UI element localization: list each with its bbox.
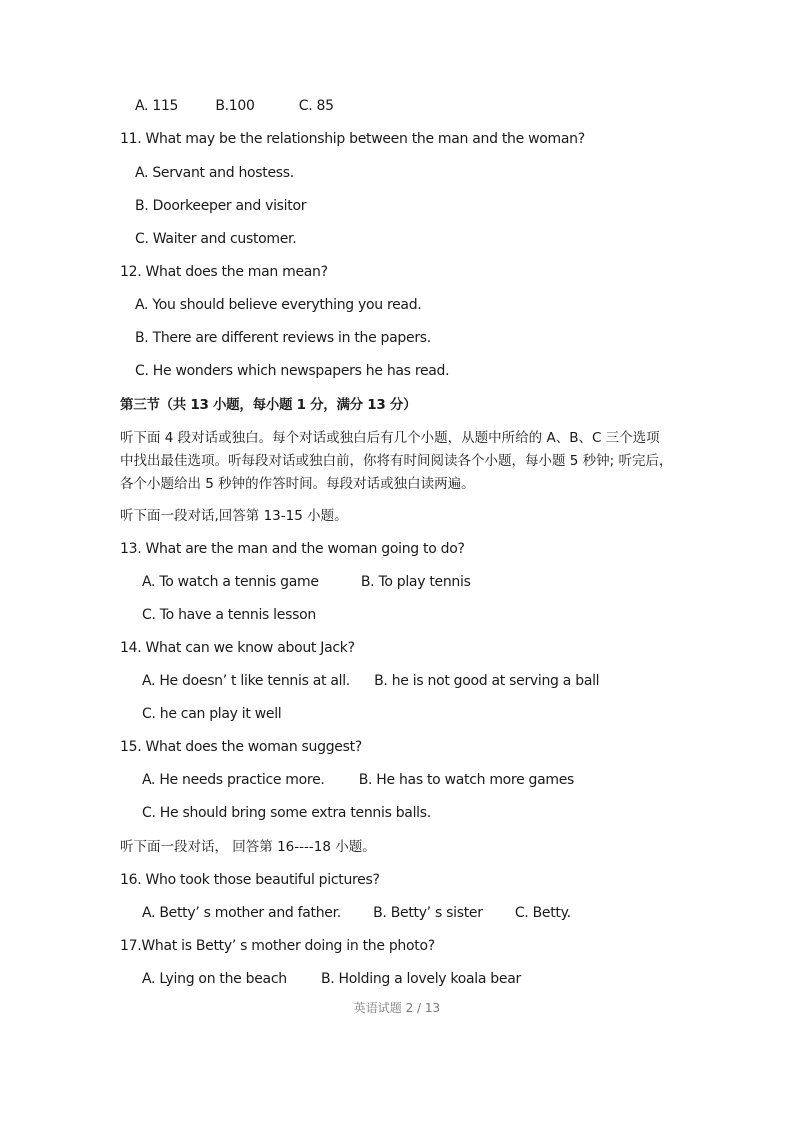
- q12-option-b: B. There are different reviews in the papers.: [135, 330, 431, 346]
- q17-option-b: B. Holding a lovely koala bear: [320, 971, 521, 987]
- question-12: 12. What does the man mean?: [120, 264, 328, 280]
- q12-option-a: A. You should believe everything you read.: [135, 297, 422, 313]
- option-b: B.100: [215, 98, 255, 114]
- q11-option-c: C. Waiter and customer.: [135, 231, 297, 247]
- q17-options-ab: [142, 970, 521, 988]
- q14-options-ab: [142, 672, 599, 690]
- instructions-line-3: 各个小题给出 5 秒钟的作答时间。每段对话或独白读两遍。: [120, 476, 475, 492]
- q13-option-c: C. To have a tennis lesson: [142, 607, 316, 623]
- question-13: 13. What are the man and the woman going to do?: [120, 541, 465, 557]
- q14-option-b: B. he is not good at serving a ball: [374, 673, 600, 689]
- q15-option-b: B. He has to watch more games: [358, 772, 575, 788]
- instructions-line-2: 中找出最佳选项。听每段对话或独白前，你将有时间阅读各个小题，每小题 5 秒钟; 听完后，: [120, 453, 673, 469]
- q16-option-b: B. Betty’ s sister: [373, 905, 483, 921]
- q11-option-a: A. Servant and hostess.: [135, 165, 294, 181]
- q13-option-b: B. To play tennis: [360, 574, 471, 590]
- q11-option-b: B. Doorkeeper and visitor: [135, 198, 307, 214]
- question-16: 16. Who took those beautiful pictures?: [120, 872, 380, 888]
- section-heading: 第三节（共 13 小题，每小题 1 分，满分 13 分）: [120, 397, 417, 413]
- question-15: 15. What does the woman suggest?: [120, 739, 362, 755]
- q10-options: [135, 97, 334, 115]
- q16-option-c: C. Betty.: [514, 905, 571, 921]
- q16-option-a: A. Betty’ s mother and father.: [142, 905, 341, 921]
- q12-option-c: C. He wonders which newspapers he has read.: [135, 363, 450, 379]
- q13-option-a: A. To watch a tennis game: [142, 574, 319, 590]
- instructions-line-1: 听下面 4 段对话或独白。每个对话或独白后有几个小题，从题中所给的 A、B、C 三个选项: [120, 430, 660, 446]
- q14-option-a: A. He doesn’ t like tennis at all.: [142, 673, 350, 689]
- page-footer: 英语试题 2 / 13: [353, 1001, 441, 1015]
- question-17: 17.What is Betty’ s mother doing in the photo?: [120, 938, 435, 954]
- q13-options-ab: [142, 573, 471, 591]
- group-1-heading: 听下面一段对话,回答第 13-15 小题。: [120, 508, 348, 524]
- q15-option-a: A. He needs practice more.: [142, 772, 325, 788]
- q16-options: [142, 904, 571, 922]
- q15-option-c: C. He should bring some extra tennis balls.: [142, 805, 431, 821]
- question-11: 11. What may be the relationship between the man and the woman?: [120, 131, 585, 147]
- question-14: 14. What can we know about Jack?: [120, 640, 355, 656]
- q17-option-a: A. Lying on the beach: [142, 971, 287, 987]
- option-c: C. 85: [298, 98, 334, 114]
- option-a: A. 115: [135, 98, 179, 114]
- group-2-heading: 听下面一段对话， 回答第 16----18 小题。: [120, 839, 376, 855]
- q14-option-c: C. he can play it well: [142, 706, 282, 722]
- q15-options-ab: [142, 771, 574, 789]
